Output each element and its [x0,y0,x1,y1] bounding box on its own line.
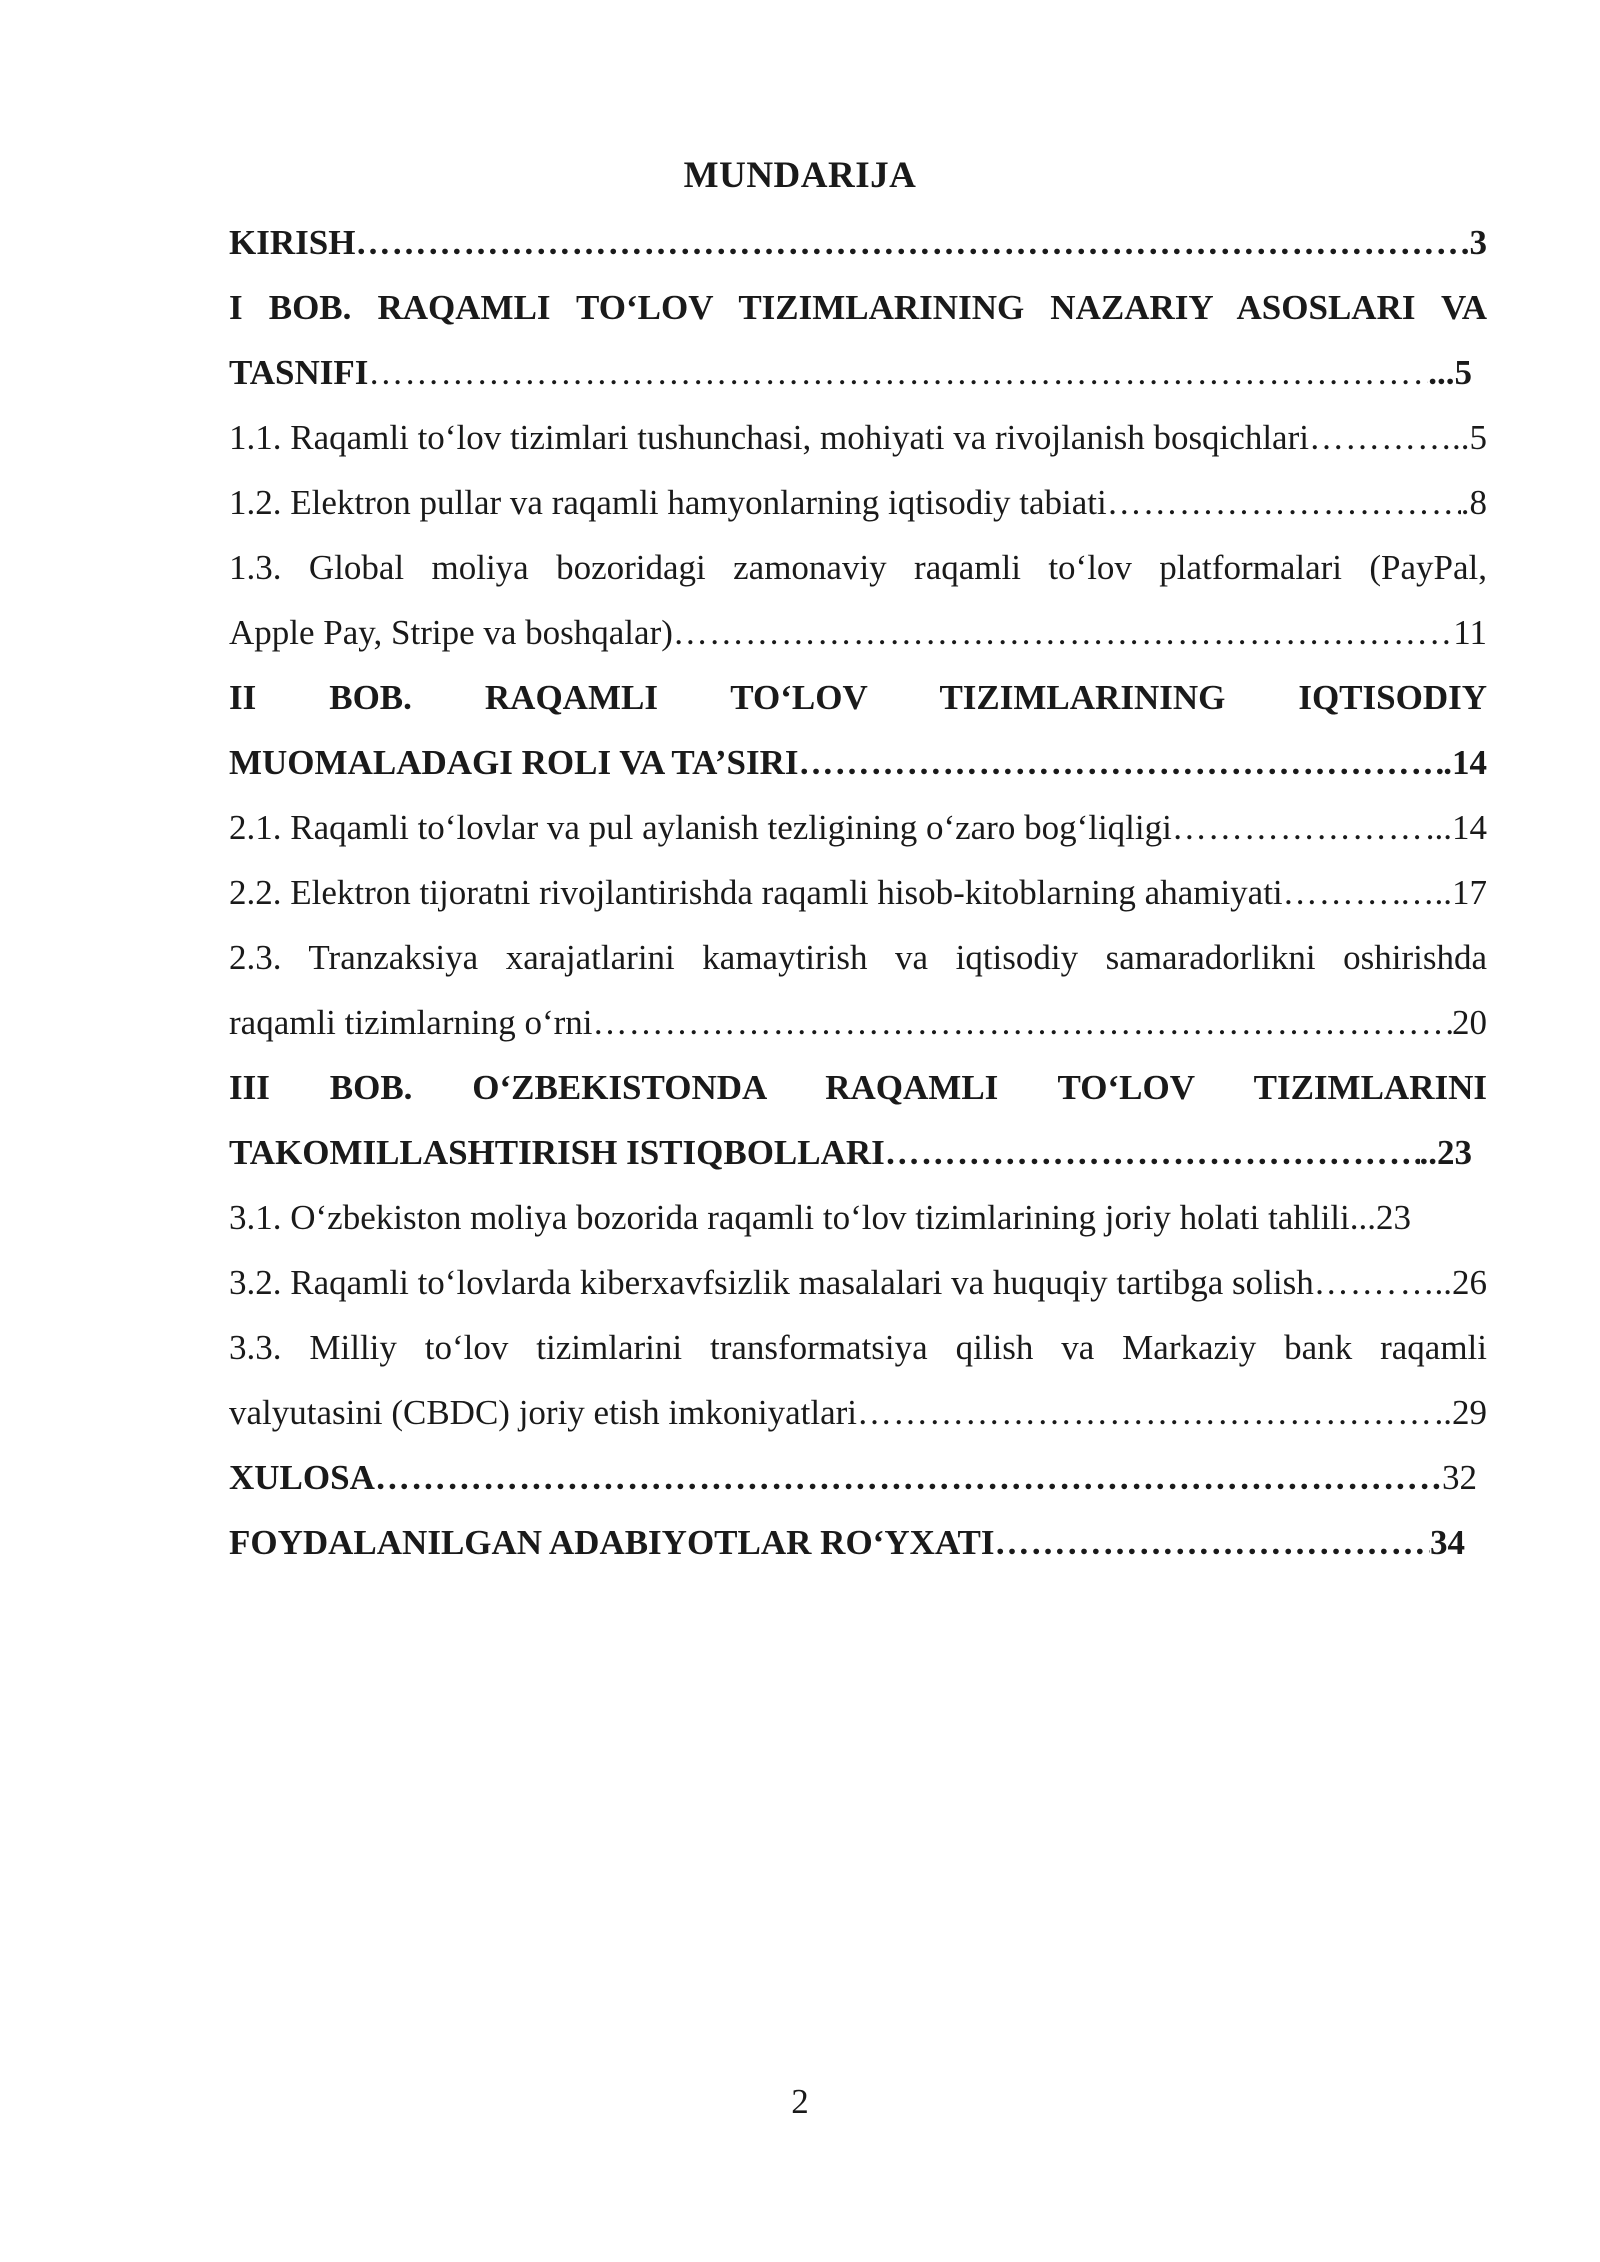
toc-entry-2-3-line-1[interactable]: 2.3. Tranzaksiya xarajatlarini kamaytirish va iqtisodiy samaradorlikni oshirishda [229,938,1487,977]
toc-entry-1-1[interactable]: 1.1. Raqamli to‘lov tizimlari tushunchasi, mohiyati va rivojlanish bosqichlari …………………………………………………………………………………………………………………………………………………………………… …..5 [229,405,1487,470]
toc-entry-chapter-1-line-2[interactable]: TASNIFI …………………………………………………………………………………………………………………………………………………………………… ...5 [229,340,1472,405]
toc-heading: MUNDARIJA [683,155,917,196]
toc-entry-chapter-1-line-1[interactable]: I BOB. RAQAMLI TO‘LOV TIZIMLARINING NAZARIY ASOSLARI VA [229,288,1487,327]
toc-entry-2-2[interactable]: 2.2. Elektron tijoratni rivojlantirishda raqamli hisob-kitoblarning ahamiyati …………………………………………………………………………………………………………………………………………………………………… …..17 [229,860,1487,925]
toc-entry-1-2[interactable]: 1.2. Elektron pullar va raqamli hamyonlarning iqtisodiy tabiati …………………………………………………………………………………………………………………………………………………………………… .8 [229,470,1487,535]
toc-entry-chapter-2-line-2[interactable]: MUOMALADAGI ROLI VA TA’SIRI …………………………………………………………………………………………………………………………………………………………………… .14 [229,730,1487,795]
page-number: 2 [791,2082,809,2121]
toc-entry-3-3-line-1[interactable]: 3.3. Milliy to‘lov tizimlarini transformatsiya qilish va Markaziy bank raqamli [229,1328,1487,1367]
toc-entry-3-3-line-2[interactable]: valyutasini (CBDC) joriy etish imkoniyatlari …………………………………………………………………………………………………………………………………………………………………… ..29 [229,1380,1487,1445]
toc-entry-chapter-3-line-1[interactable]: III BOB. O‘ZBEKISTONDA RAQAMLI TO‘LOV TIZIMLARINI [229,1068,1487,1107]
toc-entry-xulosa[interactable]: XULOSA …………………………………………………………………………………………………………………………………………………………………… 32 [229,1445,1477,1510]
toc-entry-2-1[interactable]: 2.1. Raqamli to‘lovlar va pul aylanish tezligining o‘zaro bog‘liqligi …………………………………………………………………………………………………………………………………………………………………… ...14 [229,795,1487,860]
toc-entry-references[interactable]: FOYDALANILGAN ADABIYOTLAR RO‘YXATI …………………………………………………………………………………………………………………………………………………………………… 34 [229,1510,1465,1575]
toc-entry-3-2[interactable]: 3.2. Raqamli to‘lovlarda kiberxavfsizlik masalalari va huquqiy tartibga solish …………………………………………………………………………………………………………………………………………………………………… …..26 [229,1250,1487,1315]
toc-entry-3-1[interactable]: 3.1. O‘zbekiston moliya bozorida raqamli to‘lov tizimlarining joriy holati tahlili ...23 [229,1198,1411,1237]
toc-entry-chapter-3-line-2[interactable]: TAKOMILLASHTIRISH ISTIQBOLLARI …………………………………………………………………………………………………………………………………………………………………… ..23 [229,1120,1472,1185]
toc-entry-kirish[interactable]: KIRISH …………………………………………………………………………………………………………………………………………………………………… .3 [229,210,1487,275]
toc-entry-2-3-line-2[interactable]: raqamli tizimlarning o‘rni …………………………………………………………………………………………………………………………………………………………………… 20 [229,990,1487,1055]
toc-entry-1-3-line-2[interactable]: Apple Pay, Stripe va boshqalar) …………………………………………………………………………………………………………………………………………………………………… 11 [229,600,1487,665]
table-of-contents [229,210,1487,1575]
toc-entry-chapter-2-line-1[interactable]: II BOB. RAQAMLI TO‘LOV TIZIMLARINING IQTISODIY [229,678,1487,717]
toc-entry-1-3-line-1[interactable]: 1.3. Global moliya bozoridagi zamonaviy raqamli to‘lov platformalari (PayPal, [229,548,1487,587]
